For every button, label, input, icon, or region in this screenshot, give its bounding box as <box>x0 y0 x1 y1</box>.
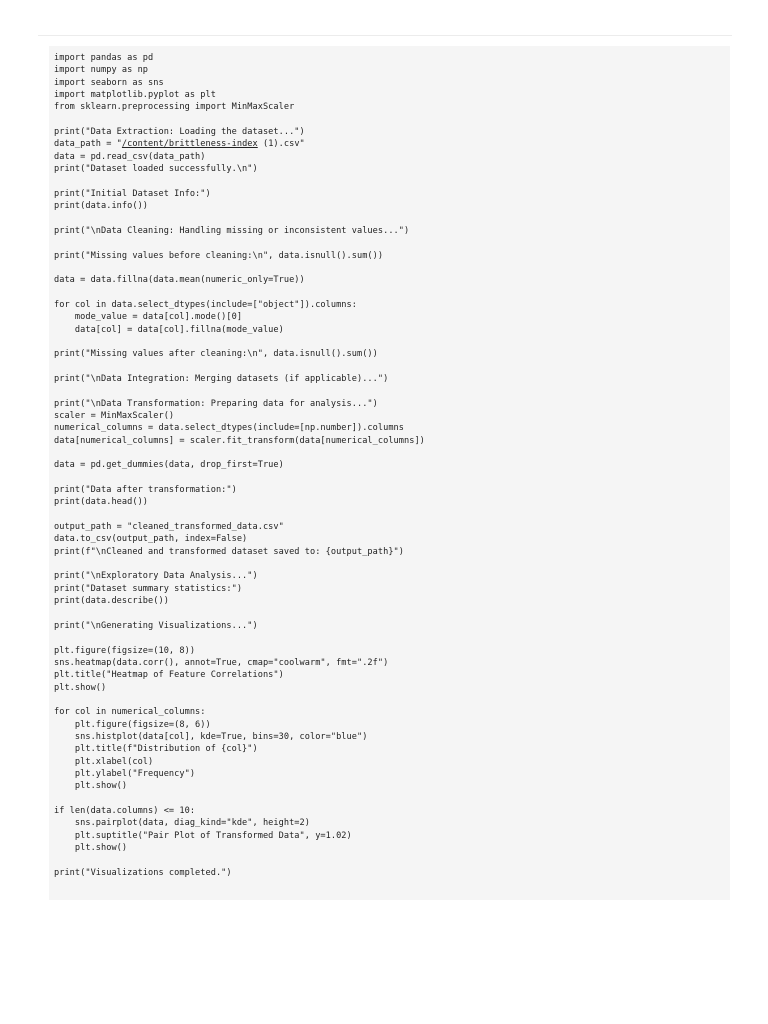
code-line: for col in numerical_columns: <box>54 707 206 718</box>
code-line: print(f"\nCleaned and transformed dataset saved to: {output_path}") <box>54 546 404 557</box>
code-text: data_path = " <box>54 139 122 150</box>
code-line <box>54 262 730 274</box>
code-line: print(data.info()) <box>54 201 149 212</box>
code-line <box>54 361 730 373</box>
code-line: print("\nGenerating Visualizations...") <box>54 620 258 631</box>
code-line: print("Initial Dataset Info:") <box>54 188 211 199</box>
code-line: data[numerical_columns] = scaler.fit_transform(data[numerical_columns]) <box>54 435 425 446</box>
code-line: print("Data Extraction: Loading the dataset...") <box>54 127 305 138</box>
top-divider <box>38 35 732 36</box>
code-line: scaler = MinMaxScaler() <box>54 410 175 421</box>
code-line: sns.pairplot(data, diag_kind="kde", height=2) <box>54 818 310 829</box>
code-line: import seaborn as sns <box>54 77 164 88</box>
code-line: sns.heatmap(data.corr(), annot=True, cmap="coolwarm", fmt=".2f") <box>54 657 389 668</box>
code-line: data = data.fillna(data.mean(numeric_only=True)) <box>54 275 305 286</box>
code-line: data[col] = data[col].fillna(mode_value) <box>54 324 284 335</box>
code-line <box>54 212 730 224</box>
code-line: plt.show() <box>54 843 128 853</box>
code-text: (1).csv" <box>257 139 305 150</box>
code-line: print("\nExploratory Data Analysis...") <box>54 571 258 582</box>
code-line: data = pd.read_csv(data_path) <box>54 151 206 162</box>
code-line: plt.title(f"Distribution of {col}") <box>54 744 258 755</box>
code-line: for col in data.select_dtypes(include=["object"]).columns: <box>54 299 357 310</box>
code-block <box>49 46 730 900</box>
code-line: plt.ylabel("Frequency") <box>54 768 196 779</box>
code-line: print(data.head()) <box>54 497 149 508</box>
code-line <box>54 287 730 299</box>
code-line: data = pd.get_dummies(data, drop_first=True) <box>54 460 284 471</box>
code-line <box>54 558 730 570</box>
code-line: print("Dataset loaded successfully.\n") <box>54 164 258 175</box>
code-line: print("\nData Integration: Merging datasets (if applicable)...") <box>54 373 389 384</box>
code-line <box>54 472 730 484</box>
code-line: print("Missing values before cleaning:\n", data.isnull().sum()) <box>54 250 384 261</box>
code-line: print("\nData Transformation: Preparing data for analysis...") <box>54 398 378 409</box>
code-line: plt.xlabel(col) <box>54 756 154 767</box>
code-line: output_path = "cleaned_transformed_data.csv" <box>54 522 284 533</box>
code-line: numerical_columns = data.select_dtypes(include=[np.number]).columns <box>54 423 404 434</box>
code-line: print("Missing values after cleaning:\n", data.isnull().sum()) <box>54 349 378 360</box>
code-line <box>54 509 730 521</box>
code-line <box>54 237 730 249</box>
code-line <box>54 447 730 459</box>
code-line: plt.figure(figsize=(10, 8)) <box>54 645 196 656</box>
code-line: sns.histplot(data[col], kde=True, bins=30, color="blue") <box>54 731 368 742</box>
code-line <box>54 114 730 126</box>
code-line: plt.title("Heatmap of Feature Correlations") <box>54 670 284 681</box>
code-line <box>54 632 730 644</box>
code-line <box>54 854 730 866</box>
code-line: plt.show() <box>54 682 107 693</box>
code-line <box>54 793 730 805</box>
code-line: print("Data after transformation:") <box>54 485 237 496</box>
code-line-data-path <box>54 138 730 150</box>
code-line <box>54 694 730 706</box>
code-line: if len(data.columns) <= 10: <box>54 805 196 816</box>
code-line: plt.show() <box>54 781 128 792</box>
code-line: mode_value = data[col].mode()[0] <box>54 312 243 323</box>
code-line <box>54 336 730 348</box>
code-line: print("\nData Cleaning: Handling missing or inconsistent values...") <box>54 225 410 236</box>
code-line: print(data.describe()) <box>54 596 169 607</box>
dataset-path-link[interactable]: /content/brittleness-index <box>121 139 258 150</box>
code-line <box>54 607 730 619</box>
code-line: print("Dataset summary statistics:") <box>54 583 243 594</box>
code-line: data.to_csv(output_path, index=False) <box>54 534 248 545</box>
code-line: import pandas as pd <box>54 53 154 63</box>
code-line: print("Visualizations completed.") <box>54 867 232 878</box>
code-line: from sklearn.preprocessing import MinMaxScaler <box>54 102 295 113</box>
code-line: import numpy as np <box>54 65 149 76</box>
code-line <box>54 175 730 187</box>
code-line: plt.figure(figsize=(8, 6)) <box>54 719 211 730</box>
code-line: import matplotlib.pyplot as plt <box>54 90 216 101</box>
code-line <box>54 385 730 397</box>
code-line: plt.suptitle("Pair Plot of Transformed Data", y=1.02) <box>54 830 352 841</box>
